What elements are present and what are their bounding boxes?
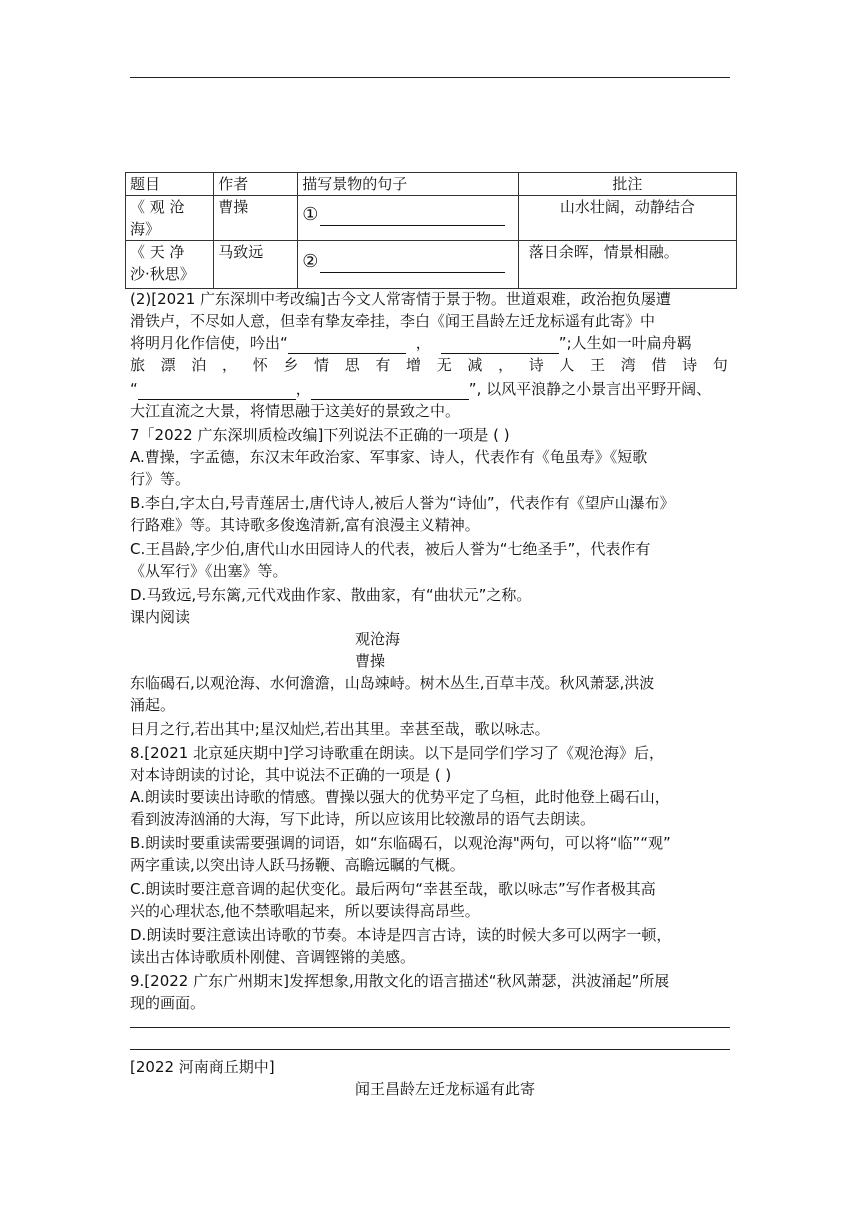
q2-text: “ <box>130 380 138 398</box>
char: ， <box>222 356 238 374</box>
q8-option-a: 看到波涛汹涌的大海，写下此诗，所以应该用比较激昂的语气去朗读。 <box>130 810 596 828</box>
author-cell: 马致远 <box>214 241 298 289</box>
title-part: 海》 <box>130 220 161 238</box>
poem-text: 东临碣石,以观沧海、水何澹澹，山岛竦峙。树木丛生,百草丰茂。秋风萧瑟,洪波 <box>130 674 655 692</box>
q9-stem: 现的画面。 <box>130 994 206 1012</box>
q2-spread-line <box>130 354 728 376</box>
answer-blank[interactable] <box>138 381 296 400</box>
section-heading: 课内阅读 <box>130 608 191 626</box>
header-cell: 题目 <box>126 173 214 196</box>
q7-option-c: C.王昌龄,字少伯,唐代山水田园诗人的代表，被后人誉为“七绝圣手”，代表作有 <box>130 540 651 558</box>
q7-option-c: 《从军行》《出塞》等。 <box>130 562 288 580</box>
title-cell <box>126 196 214 241</box>
char: 泊 <box>191 356 207 374</box>
q8-option-c: 兴的心理状态,他不禁歌唱起来，所以要读得高昂些。 <box>130 902 480 920</box>
char: 有 <box>375 356 391 374</box>
q8-option-d: D.朗读时要注意读出诗歌的节奏。本诗是四言古诗，读的时候大多可以两字一顿， <box>130 926 672 944</box>
note-cell: 落日余晖，情景相融。 <box>518 241 736 289</box>
char: 湾 <box>620 356 636 374</box>
char: ， <box>498 356 514 374</box>
char: 诗 <box>682 356 698 374</box>
q8-option-b: 两字重读,以突出诗人跃马扬鞭、高瞻远瞩的气概。 <box>130 856 465 874</box>
answer-blank[interactable] <box>288 335 406 354</box>
poem-author: 曹操 <box>355 652 386 670</box>
answer-line[interactable] <box>130 1049 730 1050</box>
q2-text: 将明月化作信使，吟出“ <box>130 334 288 352</box>
q2-text: ”;人生如一叶扁舟羁 <box>558 334 692 352</box>
char: 无 <box>436 356 452 374</box>
char: 情 <box>314 356 330 374</box>
char: 减 <box>467 356 483 374</box>
table-header-row <box>126 173 737 196</box>
q8-stem: 对本诗朗读的讨论，其中说法不正确的一项是 ( ) <box>130 766 452 784</box>
q7-option-a: 行》等。 <box>130 470 191 488</box>
next-poem-title: 闻王昌龄左迁龙标遥有此寄 <box>355 1080 536 1098</box>
q2-text: ， <box>295 380 311 398</box>
q8-stem: 8.[2021 北京延庆期中]学习诗歌重在朗读。以下是同学们学习了《观沧海》后， <box>130 744 664 762</box>
author-cell: 曹操 <box>214 196 298 241</box>
circle-number: ② <box>302 251 319 272</box>
circle-number: ① <box>302 204 319 225</box>
char: 乡 <box>283 356 299 374</box>
q7-option-b: 行路难》等。其诗歌多俊逸清新,富有浪漫主义精神。 <box>130 516 480 534</box>
q2-line-blanks <box>130 332 734 354</box>
q2-line: 滑铁卢，不尽如人意，但幸有挚友牵挂，李白《闻王昌龄左迁龙标遥有此寄》中 <box>130 312 656 330</box>
answer-blank[interactable] <box>320 207 505 226</box>
title-part: 《 天 净 <box>130 243 185 261</box>
q8-option-d: 读出古体诗歌质朴刚健、音调铿锵的美感。 <box>130 948 416 966</box>
answer-blank[interactable] <box>320 254 505 273</box>
header-rule <box>130 77 730 78</box>
q7-stem: 7「2022 广东深圳质检改编]下列说法不正确的一项是 ( ) <box>130 426 510 444</box>
q8-option-a: A.朗读时要读出诗歌的情感。曹操以强大的优势平定了乌桓，此时他登上碣石山， <box>130 788 670 806</box>
q2-line-blanks <box>130 378 734 400</box>
char: 漂 <box>160 356 176 374</box>
char: 王 <box>590 356 606 374</box>
char: 人 <box>559 356 575 374</box>
answer-blank[interactable] <box>311 381 469 400</box>
char: 借 <box>651 356 667 374</box>
title-cell <box>126 241 214 289</box>
q7-option-d: D.马致远,号东篱,元代戏曲作家、散曲家，有“曲状元”之称。 <box>130 586 532 604</box>
char: 旅 <box>130 356 146 374</box>
source-label: [2022 河南商丘期中] <box>130 1058 275 1076</box>
header-cell: 作者 <box>214 173 298 196</box>
answer-cell <box>298 196 519 241</box>
q2-line: 大江直流之大景，将情思融于这美好的景致之中。 <box>130 402 461 420</box>
q2-line: (2)[2021 广东深圳中考改编]古今文人常寄情于景于物。世道艰难，政治抱负屡遭 <box>130 290 671 308</box>
poem-table <box>125 172 737 289</box>
title-part: 《 观 沧 <box>130 198 185 216</box>
answer-cell <box>298 241 519 289</box>
char: 句 <box>712 356 728 374</box>
char: 增 <box>406 356 422 374</box>
poem-title: 观沧海 <box>355 630 401 648</box>
q2-text: ， <box>415 334 431 352</box>
header-cell: 描写景物的句子 <box>298 173 519 196</box>
q8-option-c: C.朗读时要注意音调的起伏变化。最后两句“幸甚至哉，歌以咏志”写作者极其高 <box>130 880 656 898</box>
q9-stem: 9.[2022 广东广州期末]发挥想象,用散文化的语言描述“秋风萧瑟，洪波涌起”所展 <box>130 972 670 990</box>
table-row <box>126 241 737 289</box>
note-cell: 山水壮阔，动静结合 <box>518 196 736 241</box>
q7-option-b: B.李白,字太白,号青莲居士,唐代诗人,被后人誉为“诗仙”，代表作有《望庐山瀑布》 <box>130 494 675 512</box>
title-part: 沙·秋思》 <box>130 265 195 283</box>
answer-line[interactable] <box>130 1027 730 1028</box>
table-row <box>126 196 737 241</box>
q7-option-a: A.曹操，字孟德，东汉末年政治家、军事家、诗人，代表作有《龟虽寿》《短歌 <box>130 448 648 466</box>
q2-text: ”, 以风平浪静之小景言出平野开阔、 <box>468 380 712 398</box>
header-cell: 批注 <box>518 173 736 196</box>
answer-blank[interactable] <box>441 335 559 354</box>
char: 诗 <box>528 356 544 374</box>
poem-text: 涌起。 <box>130 696 176 714</box>
char: 思 <box>344 356 360 374</box>
q8-option-b: B.朗读时要重读需要强调的词语，如“东临碣石，以观沧海"两句，可以将“临”“观” <box>130 834 671 852</box>
poem-text: 日月之行,若出其中;星汉灿烂,若出其里。幸甚至哉，歌以咏志。 <box>130 720 550 738</box>
char: 怀 <box>252 356 268 374</box>
